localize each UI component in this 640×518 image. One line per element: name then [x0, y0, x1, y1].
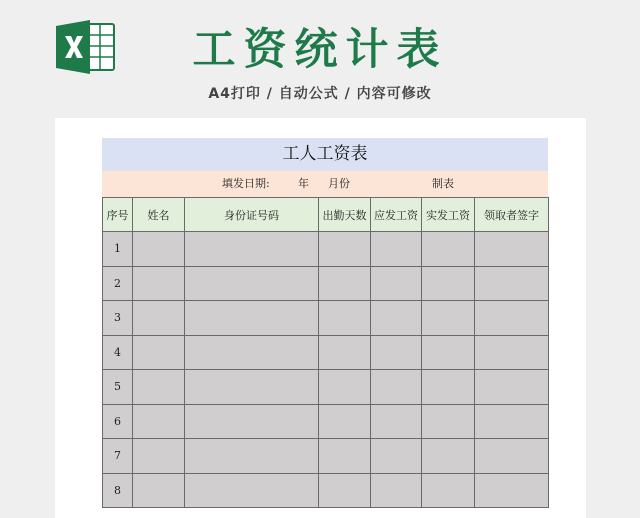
salary-table [102, 197, 549, 508]
table-row [103, 439, 549, 474]
column-header-name[interactable]: 姓名 [133, 198, 185, 232]
cell-days[interactable] [319, 232, 371, 267]
cell-signature[interactable] [475, 473, 549, 508]
cell-signature[interactable] [475, 232, 549, 267]
cell-payable[interactable] [371, 439, 422, 474]
table-row [103, 232, 549, 267]
month-label: 月份 [328, 177, 350, 190]
cell-days[interactable] [319, 439, 371, 474]
cell-no[interactable]: 2 [103, 266, 133, 301]
excel-icon [54, 18, 116, 76]
cell-name[interactable] [133, 232, 185, 267]
cell-payable[interactable] [371, 370, 422, 405]
cell-paid[interactable] [422, 370, 475, 405]
cell-name[interactable] [133, 473, 185, 508]
column-header-id[interactable]: 身份证号码 [185, 198, 319, 232]
cell-no[interactable]: 7 [103, 439, 133, 474]
maker-label: 制表 [432, 177, 454, 190]
table-header-row [103, 198, 549, 232]
date-row [102, 171, 548, 197]
table-row [103, 301, 549, 336]
cell-paid[interactable] [422, 232, 475, 267]
cell-signature[interactable] [475, 404, 549, 439]
table-row [103, 370, 549, 405]
cell-payable[interactable] [371, 404, 422, 439]
cell-paid[interactable] [422, 335, 475, 370]
cell-days[interactable] [319, 266, 371, 301]
cell-signature[interactable] [475, 301, 549, 336]
sheet-title: 工人工资表 [102, 138, 548, 171]
cell-payable[interactable] [371, 301, 422, 336]
cell-days[interactable] [319, 404, 371, 439]
page-title: 工资统计表 [192, 25, 448, 75]
table-row [103, 266, 549, 301]
cell-signature[interactable] [475, 335, 549, 370]
cell-id[interactable] [185, 473, 319, 508]
cell-signature[interactable] [475, 370, 549, 405]
cell-id[interactable] [185, 404, 319, 439]
date-label: 填发日期: [222, 177, 270, 190]
cell-name[interactable] [133, 301, 185, 336]
column-header-paid[interactable]: 实发工资 [422, 198, 475, 232]
column-header-no[interactable]: 序号 [103, 198, 133, 232]
column-header-days[interactable]: 出勤天数 [319, 198, 371, 232]
cell-paid[interactable] [422, 266, 475, 301]
cell-id[interactable] [185, 370, 319, 405]
page-subtitle: A4打印 / 自动公式 / 内容可修改 [208, 86, 432, 102]
cell-name[interactable] [133, 266, 185, 301]
cell-no[interactable]: 4 [103, 335, 133, 370]
cell-id[interactable] [185, 266, 319, 301]
cell-id[interactable] [185, 232, 319, 267]
cell-paid[interactable] [422, 473, 475, 508]
cell-id[interactable] [185, 335, 319, 370]
cell-payable[interactable] [371, 266, 422, 301]
cell-days[interactable] [319, 301, 371, 336]
page-header [0, 0, 640, 118]
year-label: 年 [298, 177, 309, 190]
cell-name[interactable] [133, 335, 185, 370]
cell-days[interactable] [319, 370, 371, 405]
cell-paid[interactable] [422, 301, 475, 336]
table-row [103, 335, 549, 370]
cell-name[interactable] [133, 404, 185, 439]
table-row [103, 404, 549, 439]
cell-name[interactable] [133, 370, 185, 405]
cell-id[interactable] [185, 301, 319, 336]
cell-payable[interactable] [371, 335, 422, 370]
cell-no[interactable]: 5 [103, 370, 133, 405]
cell-signature[interactable] [475, 439, 549, 474]
cell-signature[interactable] [475, 266, 549, 301]
cell-no[interactable]: 1 [103, 232, 133, 267]
column-header-payable[interactable]: 应发工资 [371, 198, 422, 232]
cell-payable[interactable] [371, 232, 422, 267]
cell-days[interactable] [319, 335, 371, 370]
cell-name[interactable] [133, 439, 185, 474]
cell-no[interactable]: 8 [103, 473, 133, 508]
cell-no[interactable]: 3 [103, 301, 133, 336]
column-header-signature[interactable]: 领取者签字 [475, 198, 549, 232]
cell-id[interactable] [185, 439, 319, 474]
cell-days[interactable] [319, 473, 371, 508]
cell-paid[interactable] [422, 439, 475, 474]
cell-paid[interactable] [422, 404, 475, 439]
table-row [103, 473, 549, 508]
cell-payable[interactable] [371, 473, 422, 508]
cell-no[interactable]: 6 [103, 404, 133, 439]
